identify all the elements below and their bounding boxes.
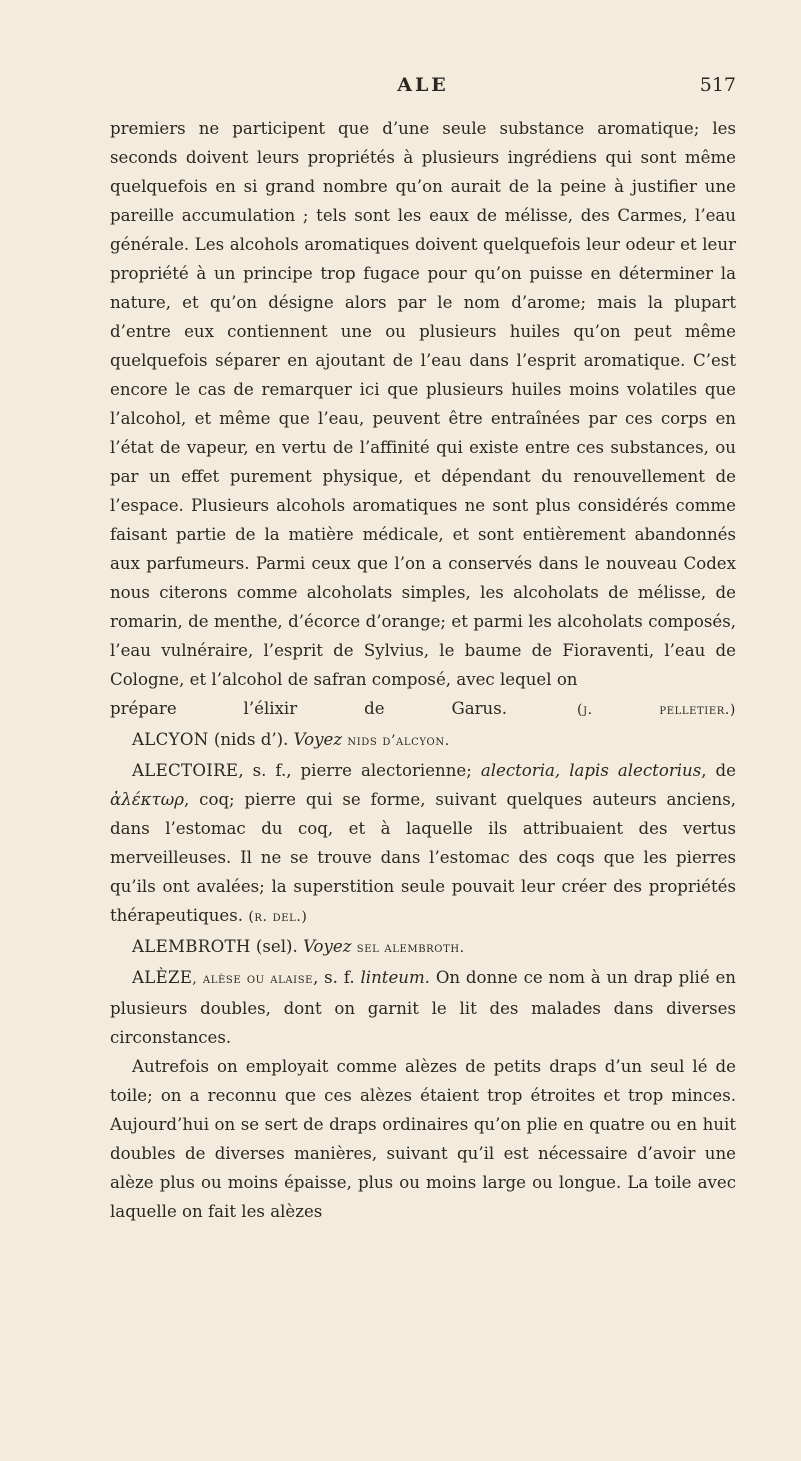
- paragraph-continued: [110, 114, 736, 694]
- paragraph-text: premiers ne participent que d’une seule substance aromatique; les seconds doivent leurs propriétés à plusieurs ingrédiens qui sont même quelquefois en si grand nombre qu’on aurait de la peine à justifier une pareille accumulation ; tels sont les eaux de mélisse, des Carmes, l’eau générale. Les alcohols aromatiques doivent quelquefois leur odeur et leur propriété à un principe trop fugace pour qu’on puisse en déterminer la nature, et qu’on désigne alors par le nom d’arome; mais la plupart d’entre eux contiennent une ou plusieurs huiles qu’on peut même quelquefois séparer en ajoutant de l’eau dans l’esprit aromatique. C’est encore le cas de remarquer ici que plusieurs huiles moins volatiles que l’alcohol, et même que l’eau, peuvent être entraînées par ces corps en l’état de vapeur, en vertu de l’affinité qui existe entre ces substances, ou par un effet purement physique, et dépendant du renouvellement de l’espace. Plusieurs alcohols aromatiques ne sont plus considérés comme faisant partie de la matière médicale, et sont entièrement abandonnés aux parfumeurs. Parmi ceux que l’on a conservés dans le nouveau Codex nous citerons comme alcoholats simples, les alcoholats de mélisse, de romarin, de menthe, d’écorce d’orange; et parmi les alcoholats composés, l’eau vulnéraire, l’esprit de Sylvius, le baume de Fioraventi, l’eau de Cologne, et l’alcohol de safran composé, avec lequel on: [110, 119, 736, 689]
- entry-pos: , s. f.: [313, 968, 355, 987]
- latin-term: linteum.: [360, 968, 430, 987]
- closing-text: prépare l’élixir de Garus.: [110, 699, 508, 718]
- paragraph-closing-line: [110, 694, 736, 725]
- entry-alcyon: [110, 725, 736, 756]
- entry-alectoire: [110, 756, 736, 932]
- latin-term: alectoria, lapis alectorius: [480, 761, 702, 780]
- entry-gloss: (sel).: [255, 937, 298, 956]
- entry-headword: ALCYON: [132, 730, 209, 749]
- page-number: 517: [699, 74, 736, 96]
- paragraph-text: Autrefois on employait comme alèzes de petits draps d’un seul lé de toile; on a reconnu que ces alèzes étaient trop étroites et trop minces. Aujourd’hui on se sert de draps ordinaires qu’on plie en quatre ou en huit doubles de diverses manières, suivant qu’il est nécessaire d’avoir une alèze plus ou moins épaisse, plus ou moins large ou longue. La toile avec laquelle on fait les alèzes: [110, 1057, 736, 1221]
- entry-headword: ALECTOIRE: [132, 761, 239, 780]
- see-reference-label: Voyez: [303, 937, 352, 956]
- cross-reference: nids d’alcyon.: [347, 733, 450, 749]
- running-head: [110, 74, 736, 114]
- greek-term: ἀλέκτωρ: [110, 790, 184, 809]
- entry-text: , coq; pierre qui se forme, suivant quelques auteurs anciens, dans l’estomac du coq, et à laquelle ils attribuaient des vertus merveilleuses. Il ne se trouve dans l’estomac des coqs que les pierres qu’ils ont avalées; la superstition seule pouvait leur créer des propriétés thérapeutiques.: [110, 790, 736, 925]
- entry-headword: ALÈZE: [132, 968, 193, 987]
- cross-reference: sel alembroth.: [356, 940, 465, 956]
- running-title: ALE: [397, 74, 449, 96]
- author-signature: (r. del.): [248, 909, 308, 925]
- entry-text: , s. f., pierre alectorienne;: [238, 761, 472, 780]
- entry-gloss: (nids d’).: [213, 730, 289, 749]
- entry-aleze: [110, 963, 736, 1052]
- body-text: [110, 114, 736, 1226]
- paragraph-aleze-continued: [110, 1052, 736, 1226]
- entry-text: , de: [701, 761, 736, 780]
- entry-variants: , alèse ou alaise: [192, 971, 314, 987]
- see-reference-label: Voyez: [293, 730, 343, 749]
- entry-text: On donne ce nom à un drap plié en plusieurs doubles, dont on garnit le lit des malades dans diverses circonstances.: [110, 968, 736, 1047]
- book-page: [110, 74, 736, 1226]
- author-signature: (j. pelletier.): [577, 702, 736, 718]
- entry-headword: ALEMBROTH: [132, 937, 251, 956]
- entry-alembroth: [110, 932, 736, 963]
